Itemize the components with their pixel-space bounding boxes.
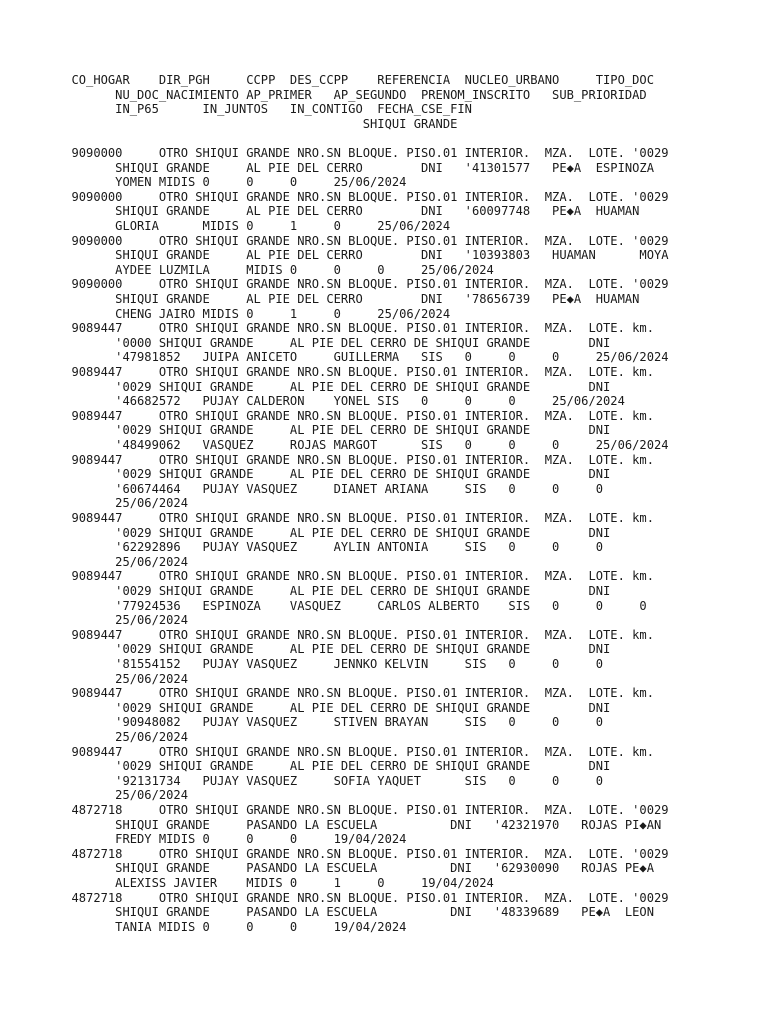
text-line: SHIQUI GRANDE AL PIE DEL CERRO DNI '78656739 PE◆A HUAMAN (71, 292, 640, 306)
text-line: '48499062 VASQUEZ ROJAS MARGOT SIS 0 0 0 25/06/2024 (71, 438, 669, 452)
text-line: GLORIA MIDIS 0 1 0 25/06/2024 (71, 219, 451, 233)
text-line: FREDY MIDIS 0 0 0 19/04/2024 (71, 832, 407, 847)
text-line: '0029 SHIQUI GRANDE AL PIE DEL CERRO DE SHIQUI GRANDE DNI (71, 467, 611, 482)
text-line: '77924536 ESPINOZA VASQUEZ CARLOS ALBERTO SIS 0 0 0 (71, 598, 647, 613)
text-line: 25/06/2024 (71, 554, 188, 569)
text-line: '0029 SHIQUI GRANDE AL PIE DEL CERRO DE SHIQUI GRANDE DNI (71, 423, 611, 438)
text-line: '46682572 PUJAY CALDERON YONEL SIS 0 0 0 25/06/2024 (71, 394, 625, 409)
text-line: 9089447 OTRO SHIQUI GRANDE NRO.SN BLOQUE. PISO.01 INTERIOR. MZA. LOTE. km. (71, 686, 654, 701)
text-line: 9090000 OTRO SHIQUI GRANDE NRO.SN BLOQUE. PISO.01 INTERIOR. MZA. LOTE. '0029 (71, 277, 669, 292)
text-line: TANIA MIDIS 0 0 0 19/04/2024 (71, 919, 407, 934)
text-line: IN_P65 IN_JUNTOS IN_CONTIGO FECHA_CSE_FIN (71, 102, 472, 117)
text-line: SHIQUI GRANDE PASANDO LA ESCUELA DNI '42321970 ROJAS PI◆AN (71, 817, 662, 832)
text-line: 4872718 OTRO SHIQUI GRANDE NRO.SN BLOQUE. PISO.01 INTERIOR. MZA. LOTE. '0029 (71, 890, 669, 905)
text-line: 25/06/2024 (71, 730, 188, 744)
text-line: ALEXISS JAVIER MIDIS 0 1 0 19/04/2024 (71, 876, 494, 890)
text-line: '60674464 PUJAY VASQUEZ DIANET ARIANA SIS 0 0 0 (71, 481, 604, 496)
text-line: 9089447 OTRO SHIQUI GRANDE NRO.SN BLOQUE. PISO.01 INTERIOR. MZA. LOTE. km. (71, 511, 654, 525)
text-line: 4872718 OTRO SHIQUI GRANDE NRO.SN BLOQUE. PISO.01 INTERIOR. MZA. LOTE. '0029 (71, 803, 669, 817)
text-line: '0000 SHIQUI GRANDE AL PIE DEL CERRO DE SHIQUI GRANDE DNI (71, 335, 611, 350)
text-line: 25/06/2024 (71, 788, 188, 803)
text-line: SHIQUI GRANDE (71, 116, 458, 131)
text-line: NU_DOC_NACIMIENTO AP_PRIMER AP_SEGUNDO PRENOM_INSCRITO SUB_PRIORIDAD (71, 87, 647, 102)
text-line: 9089447 OTRO SHIQUI GRANDE NRO.SN BLOQUE. PISO.01 INTERIOR. MZA. LOTE. km. (71, 744, 654, 759)
text-line: '81554152 PUJAY VASQUEZ JENNKO KELVIN SIS 0 0 0 (71, 657, 604, 671)
text-line: 9090000 OTRO SHIQUI GRANDE NRO.SN BLOQUE. PISO.01 INTERIOR. MZA. LOTE. '0029 (71, 146, 669, 160)
text-line: 9090000 OTRO SHIQUI GRANDE NRO.SN BLOQUE. PISO.01 INTERIOR. MZA. LOTE. '0029 (71, 189, 669, 204)
text-line: 9089447 OTRO SHIQUI GRANDE NRO.SN BLOQUE. PISO.01 INTERIOR. MZA. LOTE. km. (71, 627, 654, 642)
text-line: SHIQUI GRANDE PASANDO LA ESCUELA DNI '62930090 ROJAS PE◆A (71, 861, 654, 876)
text-line: '0029 SHIQUI GRANDE AL PIE DEL CERRO DE SHIQUI GRANDE DNI (71, 525, 611, 540)
text-line: '0029 SHIQUI GRANDE AL PIE DEL CERRO DE SHIQUI GRANDE DNI (71, 642, 611, 657)
text-line: '0029 SHIQUI GRANDE AL PIE DEL CERRO DE SHIQUI GRANDE DNI (71, 584, 611, 598)
text-line: '0029 SHIQUI GRANDE AL PIE DEL CERRO DE SHIQUI GRANDE DNI (71, 759, 611, 774)
text-line: '47981852 JUIPA ANICETO GUILLERMA SIS 0 0 0 25/06/2024 (71, 350, 669, 365)
text-line: SHIQUI GRANDE AL PIE DEL CERRO DNI '10393803 HUAMAN MOYA (71, 248, 669, 263)
text-line: 9089447 OTRO SHIQUI GRANDE NRO.SN BLOQUE. PISO.01 INTERIOR. MZA. LOTE. km. (71, 321, 654, 336)
text-line: CO_HOGAR DIR_PGH CCPP DES_CCPP REFERENCIA NUCLEO_URBANO TIPO_DOC (71, 73, 654, 87)
text-line: SHIQUI GRANDE AL PIE DEL CERRO DNI '60097748 PE◆A HUAMAN (71, 204, 640, 219)
text-line: 4872718 OTRO SHIQUI GRANDE NRO.SN BLOQUE. PISO.01 INTERIOR. MZA. LOTE. '0029 (71, 846, 669, 861)
text-line: 9089447 OTRO SHIQUI GRANDE NRO.SN BLOQUE. PISO.01 INTERIOR. MZA. LOTE. km. (71, 408, 654, 423)
text-line: 9089447 OTRO SHIQUI GRANDE NRO.SN BLOQUE. PISO.01 INTERIOR. MZA. LOTE. km. (71, 365, 654, 379)
text-line: 9089447 OTRO SHIQUI GRANDE NRO.SN BLOQUE. PISO.01 INTERIOR. MZA. LOTE. km. (71, 452, 654, 467)
text-line: '62292896 PUJAY VASQUEZ AYLIN ANTONIA SIS 0 0 0 (71, 540, 604, 555)
text-line: SHIQUI GRANDE AL PIE DEL CERRO DNI '41301577 PE◆A ESPINOZA (71, 160, 654, 175)
text-line: CHENG JAIRO MIDIS 0 1 0 25/06/2024 (71, 306, 451, 321)
text-line: '0029 SHIQUI GRANDE AL PIE DEL CERRO DE SHIQUI GRANDE DNI (71, 379, 611, 394)
text-line: YOMEN MIDIS 0 0 0 25/06/2024 (71, 175, 407, 190)
text-line: '92131734 PUJAY VASQUEZ SOFIA YAQUET SIS 0 0 0 (71, 773, 604, 788)
text-line: '0029 SHIQUI GRANDE AL PIE DEL CERRO DE SHIQUI GRANDE DNI (71, 700, 611, 715)
text-line: SHIQUI GRANDE PASANDO LA ESCUELA DNI '48339689 PE◆A LEON (71, 905, 654, 920)
text-line: 25/06/2024 (71, 613, 188, 628)
text-line: AYDEE LUZMILA MIDIS 0 0 0 25/06/2024 (71, 262, 494, 277)
text-line: 25/06/2024 (71, 496, 188, 511)
text-line: 9090000 OTRO SHIQUI GRANDE NRO.SN BLOQUE. PISO.01 INTERIOR. MZA. LOTE. '0029 (71, 233, 669, 248)
text-line: 25/06/2024 (71, 671, 188, 686)
text-line: 9089447 OTRO SHIQUI GRANDE NRO.SN BLOQUE. PISO.01 INTERIOR. MZA. LOTE. km. (71, 569, 654, 584)
text-line: '90948082 PUJAY VASQUEZ STIVEN BRAYAN SIS 0 0 0 (71, 715, 604, 730)
